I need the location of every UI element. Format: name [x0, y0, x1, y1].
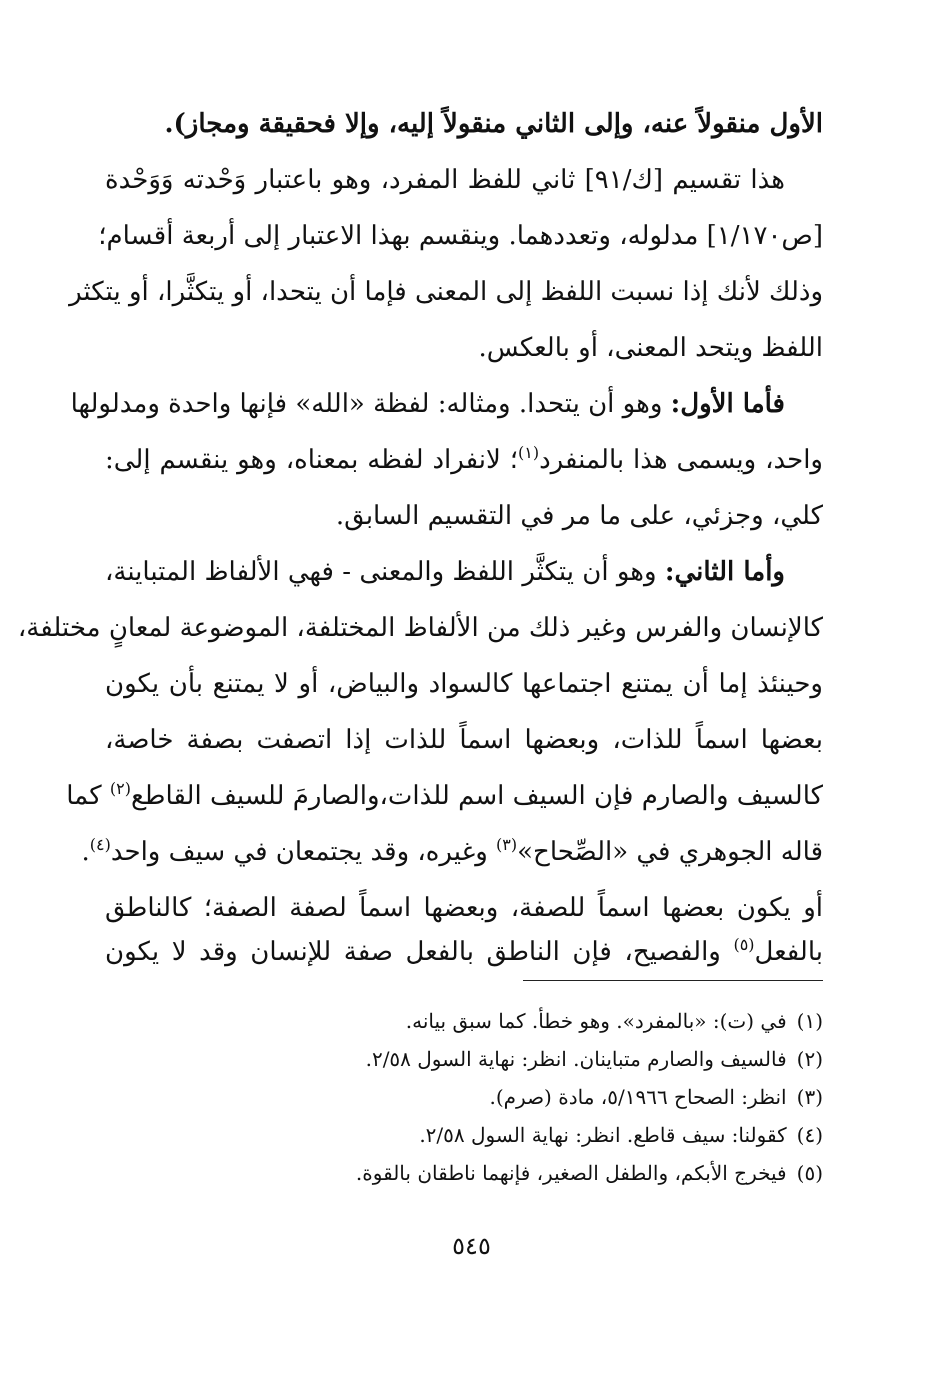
footnote-text: انظر: الصحاح ٥/١٩٦٦، مادة (صرم).: [489, 1085, 787, 1109]
footnote-2: [105, 1044, 823, 1076]
footnote-marker-5: (٥): [733, 935, 755, 954]
footnote-1: [105, 1006, 823, 1038]
text-line-16: [105, 932, 823, 976]
footnote-separator: [523, 980, 823, 981]
text-line-7-a: واحد، ويسمى هذا بالمنفرد: [539, 445, 823, 475]
text-line-5: اللفظ ويتحد المعنى، أو بالعكس.: [478, 333, 823, 363]
text-line-14: [81, 832, 823, 876]
page-number: ٥٤٥: [452, 1232, 491, 1260]
footnote-number: (٢): [796, 1047, 823, 1071]
text-line-13-a: كالسيف والصارم فإن السيف اسم للذات،والصارمَ للسيف القاطع: [130, 781, 823, 811]
text-line-13-b: كما: [66, 781, 110, 811]
text-line-1: الأول منقولاً عنه، وإلى الثاني منقولاً إليه، وإلا فحقيقة ومجاز).: [164, 109, 823, 139]
text-line-7: [105, 440, 823, 484]
text-line-4: وذلك لأنك إذا نسبت اللفظ إلى المعنى فإما أن يتحدا، أو يتكثَّرا، أو يتكثر: [69, 277, 823, 307]
footnote-text: فالسيف والصارم متباينان. انظر: نهاية السول ٢/٥٨.: [365, 1047, 787, 1071]
footnote-number: (١): [796, 1009, 823, 1033]
text-line-12: بعضها اسماً للذات، وبعضها اسماً للذات إذا اتصفت بصفة خاصة،: [105, 725, 823, 755]
section-heading-first: فأما الأول:: [670, 389, 785, 419]
footnote-5: [105, 1158, 823, 1190]
text-line-7-b: ؛ لانفراد لفظه بمعناه، وهو ينقسم إلى:: [105, 445, 518, 475]
text-line-9: [105, 552, 785, 596]
footnote-marker-1: (١): [517, 443, 540, 462]
footnote-text: كقولنا: سيف قاطع. انظر: نهاية السول ٢/٥٨.: [419, 1123, 787, 1147]
footnote-marker-3: (٣): [496, 835, 518, 854]
text-line-16-a: بالفعل: [754, 937, 823, 967]
footnote-number: (٥): [796, 1161, 823, 1185]
text-line-15: أو يكون بعضها اسماً للصفة، وبعضها اسماً لصفة الصفة؛ كالناطق: [105, 893, 823, 923]
text-line-14-b: وغيره، وقد يجتمعان في سيف واحد: [110, 837, 497, 867]
text-line-3: [ص١/١٧٠] مدلوله، وتعددهما. وينقسم بهذا الاعتبار إلى أربعة أقسام؛: [98, 221, 823, 251]
footnote-marker-2: (٢): [109, 779, 131, 798]
text-line-8: كلي، وجزئي، على ما مر في التقسيم السابق.: [335, 501, 823, 531]
footnote-number: (٤): [796, 1123, 823, 1147]
footnote-text: في (ت): «بالمفرد». وهو خطأ. كما سبق بيانه.: [405, 1009, 787, 1033]
footnote-4: [105, 1120, 823, 1152]
text-line-6: [70, 384, 785, 428]
text-line-16-b: والفصيح، فإن الناطق بالفعل صفة للإنسان وقد لا يكون: [105, 937, 734, 967]
text-line-14-a: قاله الجوهري في «الصِّحاح»: [517, 837, 823, 867]
footnote-text: فيخرج الأبكم، والطفل الصغير، فإنهما ناطقان بالقوة.: [355, 1161, 787, 1185]
footnote-marker-4: (٤): [89, 835, 111, 854]
text-line-9-body: وهو أن يتكثَّر اللفظ والمعنى - فهي الألفاظ المتباينة،: [105, 557, 657, 587]
text-line-2: هذا تقسيم [ك/٩١] ثاني للفظ المفرد، وهو باعتبار وَحْدته وَوَحْدة: [105, 165, 785, 195]
section-heading-second: وأما الثاني:: [664, 557, 785, 587]
footnote-number: (٣): [796, 1085, 823, 1109]
text-line-11: وحينئذ إما أن يمتنع اجتماعها كالسواد والبياض، أو لا يمتنع بأن يكون: [105, 669, 823, 699]
text-line-6-body: وهو أن يتحدا. ومثاله: لفظة «الله» فإنها واحدة ومدلولها: [70, 389, 663, 419]
text-line-14-c: .: [81, 837, 90, 867]
text-line-10: كالإنسان والفرس وغير ذلك من الألفاظ المختلفة، الموضوعة لمعانٍ مختلفة،: [17, 613, 823, 643]
text-line-13: [66, 776, 823, 820]
footnote-3: [105, 1082, 823, 1114]
